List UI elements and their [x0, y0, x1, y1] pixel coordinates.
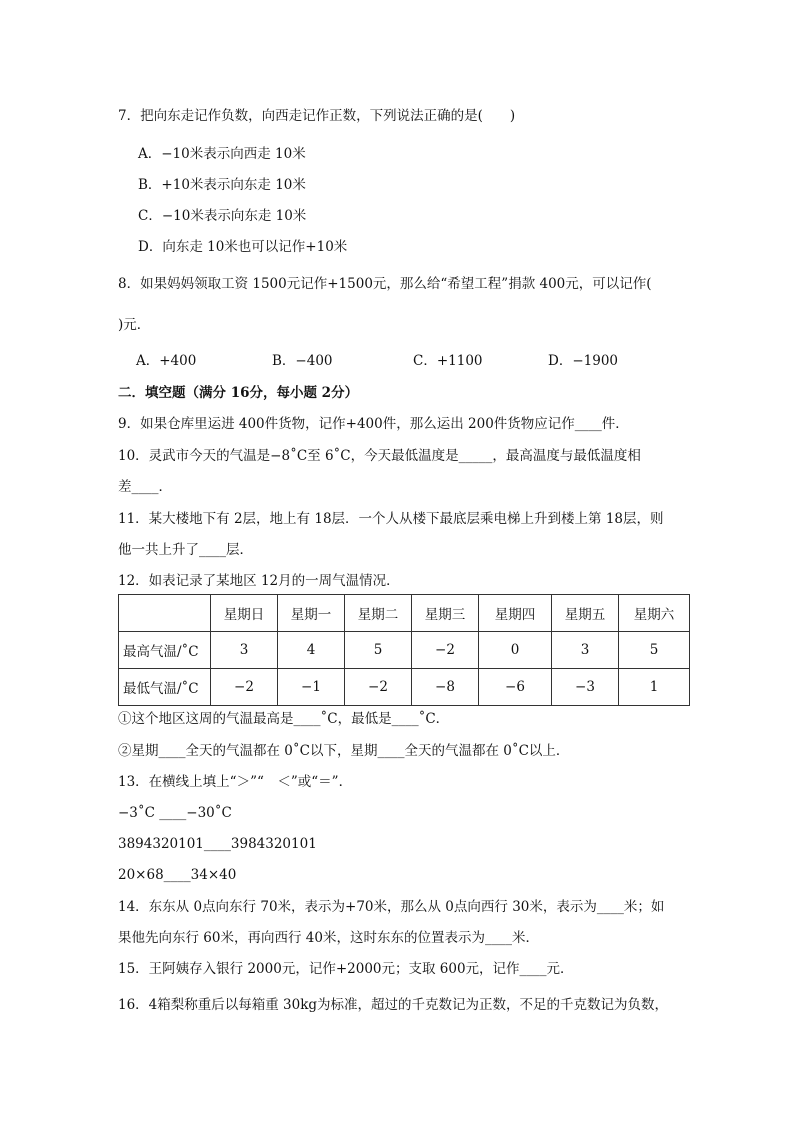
- q11-line1: 11．某大楼地下有 2层，地上有 18层．一个人从楼下最底层乘电梯上升到楼上第 18层，则: [118, 511, 664, 527]
- q8-option-c: C．+1100: [413, 353, 483, 369]
- q7-option-b: B．+10米表示向东走 10米: [138, 177, 306, 193]
- section2-title: 二．填空题（满分 16分，每小题 2分）: [118, 385, 359, 401]
- table-cell: 3: [552, 632, 619, 669]
- table-row-label: 最低气温/˚C: [119, 669, 211, 706]
- table-header-cell: 星期三: [412, 595, 479, 632]
- q16: 16．4箱梨称重后以每箱重 30kg为标准，超过的千克数记为正数，不足的千克数记为负数，: [118, 997, 669, 1013]
- q8-option-d: D．−1900: [548, 353, 618, 369]
- q13-stem: 13．在横线上填上“＞”“ ＜”或“＝”．: [118, 774, 353, 790]
- q15: 15．王阿姨存入银行 2000元，记作+2000元；支取 600元，记作____元．: [118, 961, 574, 977]
- q13-item: 20×68____34×40: [118, 867, 237, 883]
- table-cell: −1: [278, 669, 345, 706]
- q10-line2: 差____．: [118, 479, 172, 495]
- table-cell: −3: [552, 669, 619, 706]
- q13-item: 3894320101____3984320101: [118, 836, 317, 852]
- table-cell: 1: [619, 669, 690, 706]
- table-cell: 0: [479, 632, 552, 669]
- table-cell: −2: [211, 669, 278, 706]
- table-row: [119, 632, 690, 669]
- q7-option-c: C．−10米表示向东走 10米: [138, 208, 307, 224]
- table-cell: −6: [479, 669, 552, 706]
- q8-option-a: A．+400: [136, 353, 197, 369]
- weekly-temperature-table: [118, 594, 690, 706]
- table-row: [119, 669, 690, 706]
- q9: 9．如果仓库里运进 400件货物，记作+400件，那么运出 200件货物应记作____件．: [118, 416, 629, 432]
- q12-stem: 12．如表记录了某地区 12月的一周气温情况．: [118, 573, 400, 589]
- table-header-cell: 星期四: [479, 595, 552, 632]
- q7-option-d: D．向东走 10米也可以记作+10米: [138, 239, 348, 255]
- q8-stem-line2: )元．: [118, 317, 151, 333]
- q14-line2: 果他先向东行 60米，再向西行 40米，这时东东的位置表示为____米．: [118, 930, 539, 946]
- table-cell: 4: [278, 632, 345, 669]
- table-cell: 5: [619, 632, 690, 669]
- q10-line1: 10．灵武市今天的气温是−8˚C至 6˚C，今天最低温度是_____，最高温度与最低温度相: [118, 448, 641, 464]
- table-cell: 3: [211, 632, 278, 669]
- q7-option-a: A．−10米表示向西走 10米: [138, 146, 306, 162]
- table-header-cell: 星期日: [211, 595, 278, 632]
- q12-sub2: ②星期____全天的气温都在 0˚C以下，星期____全天的气温都在 0˚C以上．: [118, 743, 570, 759]
- q13-item: −3˚C ____−30˚C: [118, 805, 232, 821]
- q14-line1: 14．东东从 0点向东行 70米，表示为+70米，那么从 0点向西行 30米，表示为____米；如: [118, 899, 665, 915]
- table-row-label: 最高气温/˚C: [119, 632, 211, 669]
- table-corner-cell: [119, 595, 211, 632]
- table-header-row: [119, 595, 690, 632]
- table-cell: −2: [345, 669, 412, 706]
- q11-line2: 他一共上升了____层．: [118, 542, 253, 558]
- q8-option-b: B．−400: [272, 353, 333, 369]
- q7-stem: 7．把向东走记作负数，向西走记作正数，下列说法正确的是( ): [118, 108, 516, 124]
- table-cell: −2: [412, 632, 479, 669]
- table-cell: −8: [412, 669, 479, 706]
- table-header-cell: 星期六: [619, 595, 690, 632]
- q8-stem-line1: 8．如果妈妈领取工资 1500元记作+1500元，那么给“希望工程”捐款 400元，可以记作(: [118, 276, 652, 292]
- q12-sub1: ①这个地区这周的气温最高是____˚C，最低是____˚C．: [118, 711, 450, 727]
- table-header-cell: 星期五: [552, 595, 619, 632]
- table-header-cell: 星期二: [345, 595, 412, 632]
- table-cell: 5: [345, 632, 412, 669]
- table-header-cell: 星期一: [278, 595, 345, 632]
